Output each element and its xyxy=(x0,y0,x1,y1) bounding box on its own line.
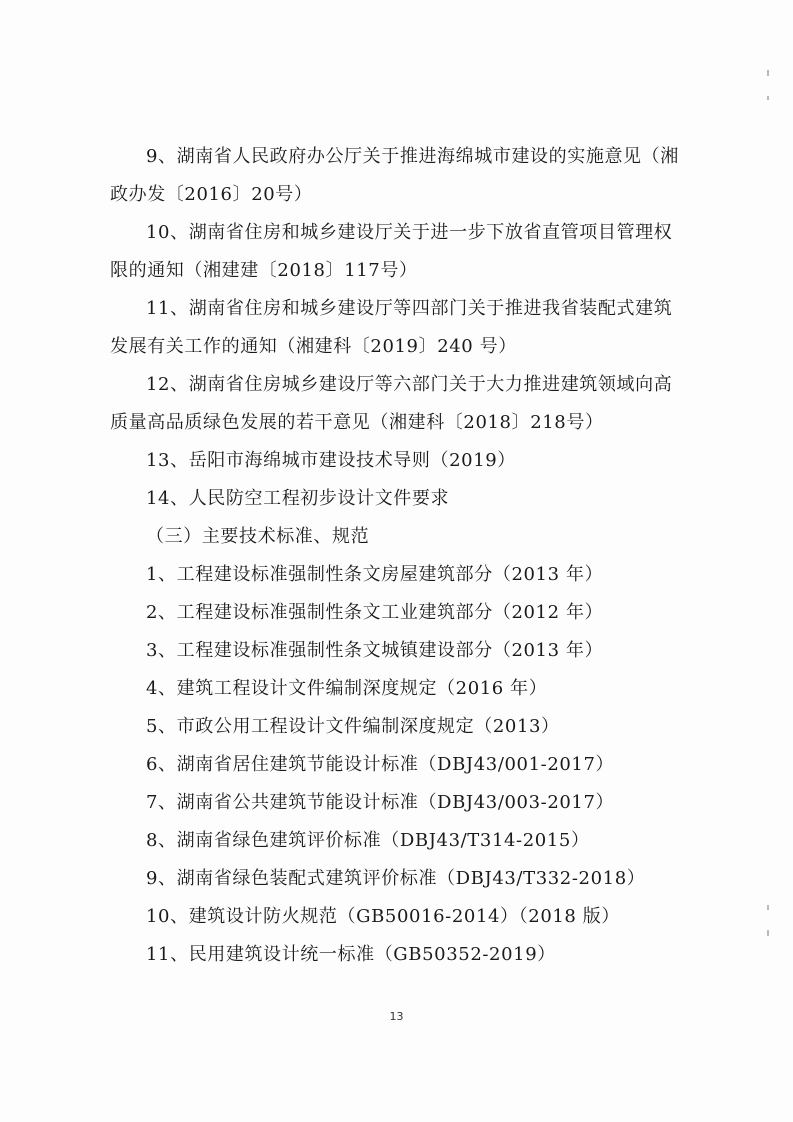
section-heading: （三）主要技术标准、规范 xyxy=(146,526,370,547)
page-number: 13 xyxy=(389,1010,404,1023)
scan-edge-mark xyxy=(767,96,769,100)
list-item: 7、湖南省公共建筑节能设计标准（DBJ43/003-2017） xyxy=(146,792,615,813)
list-item: 12、湖南省住房城乡建设厅等六部门关于大力推进建筑领域向高质量高品质绿色发展的若干意见（湘建科〔2018〕218号） xyxy=(110,374,673,433)
list-item: 9、湖南省绿色装配式建筑评价标准（DBJ43/T332-2018） xyxy=(146,868,646,889)
list-item: 10、建筑设计防火规范（GB50016-2014）（2018 版） xyxy=(146,906,620,927)
list-item: 11、民用建筑设计统一标准（GB50352-2019） xyxy=(146,944,556,965)
document-body xyxy=(110,138,690,974)
scan-edge-mark xyxy=(767,70,769,76)
list-item: 13、岳阳市海绵城市建设技术导则（2019） xyxy=(146,450,516,471)
list-item: 10、湖南省住房和城乡建设厅关于进一步下放省直管项目管理权限的通知（湘建建〔2018〕117号） xyxy=(110,222,673,281)
list-item: 14、人民防空工程初步设计文件要求 xyxy=(146,488,450,509)
list-item: 4、建筑工程设计文件编制深度规定（2016 年） xyxy=(146,678,548,699)
list-item: 2、工程建设标准强制性条文工业建筑部分（2012 年） xyxy=(146,602,604,623)
scan-edge-mark xyxy=(767,930,769,936)
list-item: 3、工程建设标准强制性条文城镇建设部分（2013 年） xyxy=(146,640,604,661)
list-item: 1、工程建设标准强制性条文房屋建筑部分（2013 年） xyxy=(146,564,604,585)
list-item: 9、湖南省人民政府办公厅关于推进海绵城市建设的实施意见（湘政办发〔2016〕20号） xyxy=(110,146,679,205)
list-item: 5、市政公用工程设计文件编制深度规定（2013） xyxy=(146,716,560,737)
scan-edge-mark xyxy=(767,905,769,910)
list-item: 8、湖南省绿色建筑评价标准（DBJ43/T314-2015） xyxy=(146,830,590,851)
list-item: 6、湖南省居住建筑节能设计标准（DBJ43/001-2017） xyxy=(146,754,615,775)
list-item: 11、湖南省住房和城乡建设厅等四部门关于推进我省装配式建筑发展有关工作的通知（湘建科〔2019〕240 号） xyxy=(110,298,673,357)
